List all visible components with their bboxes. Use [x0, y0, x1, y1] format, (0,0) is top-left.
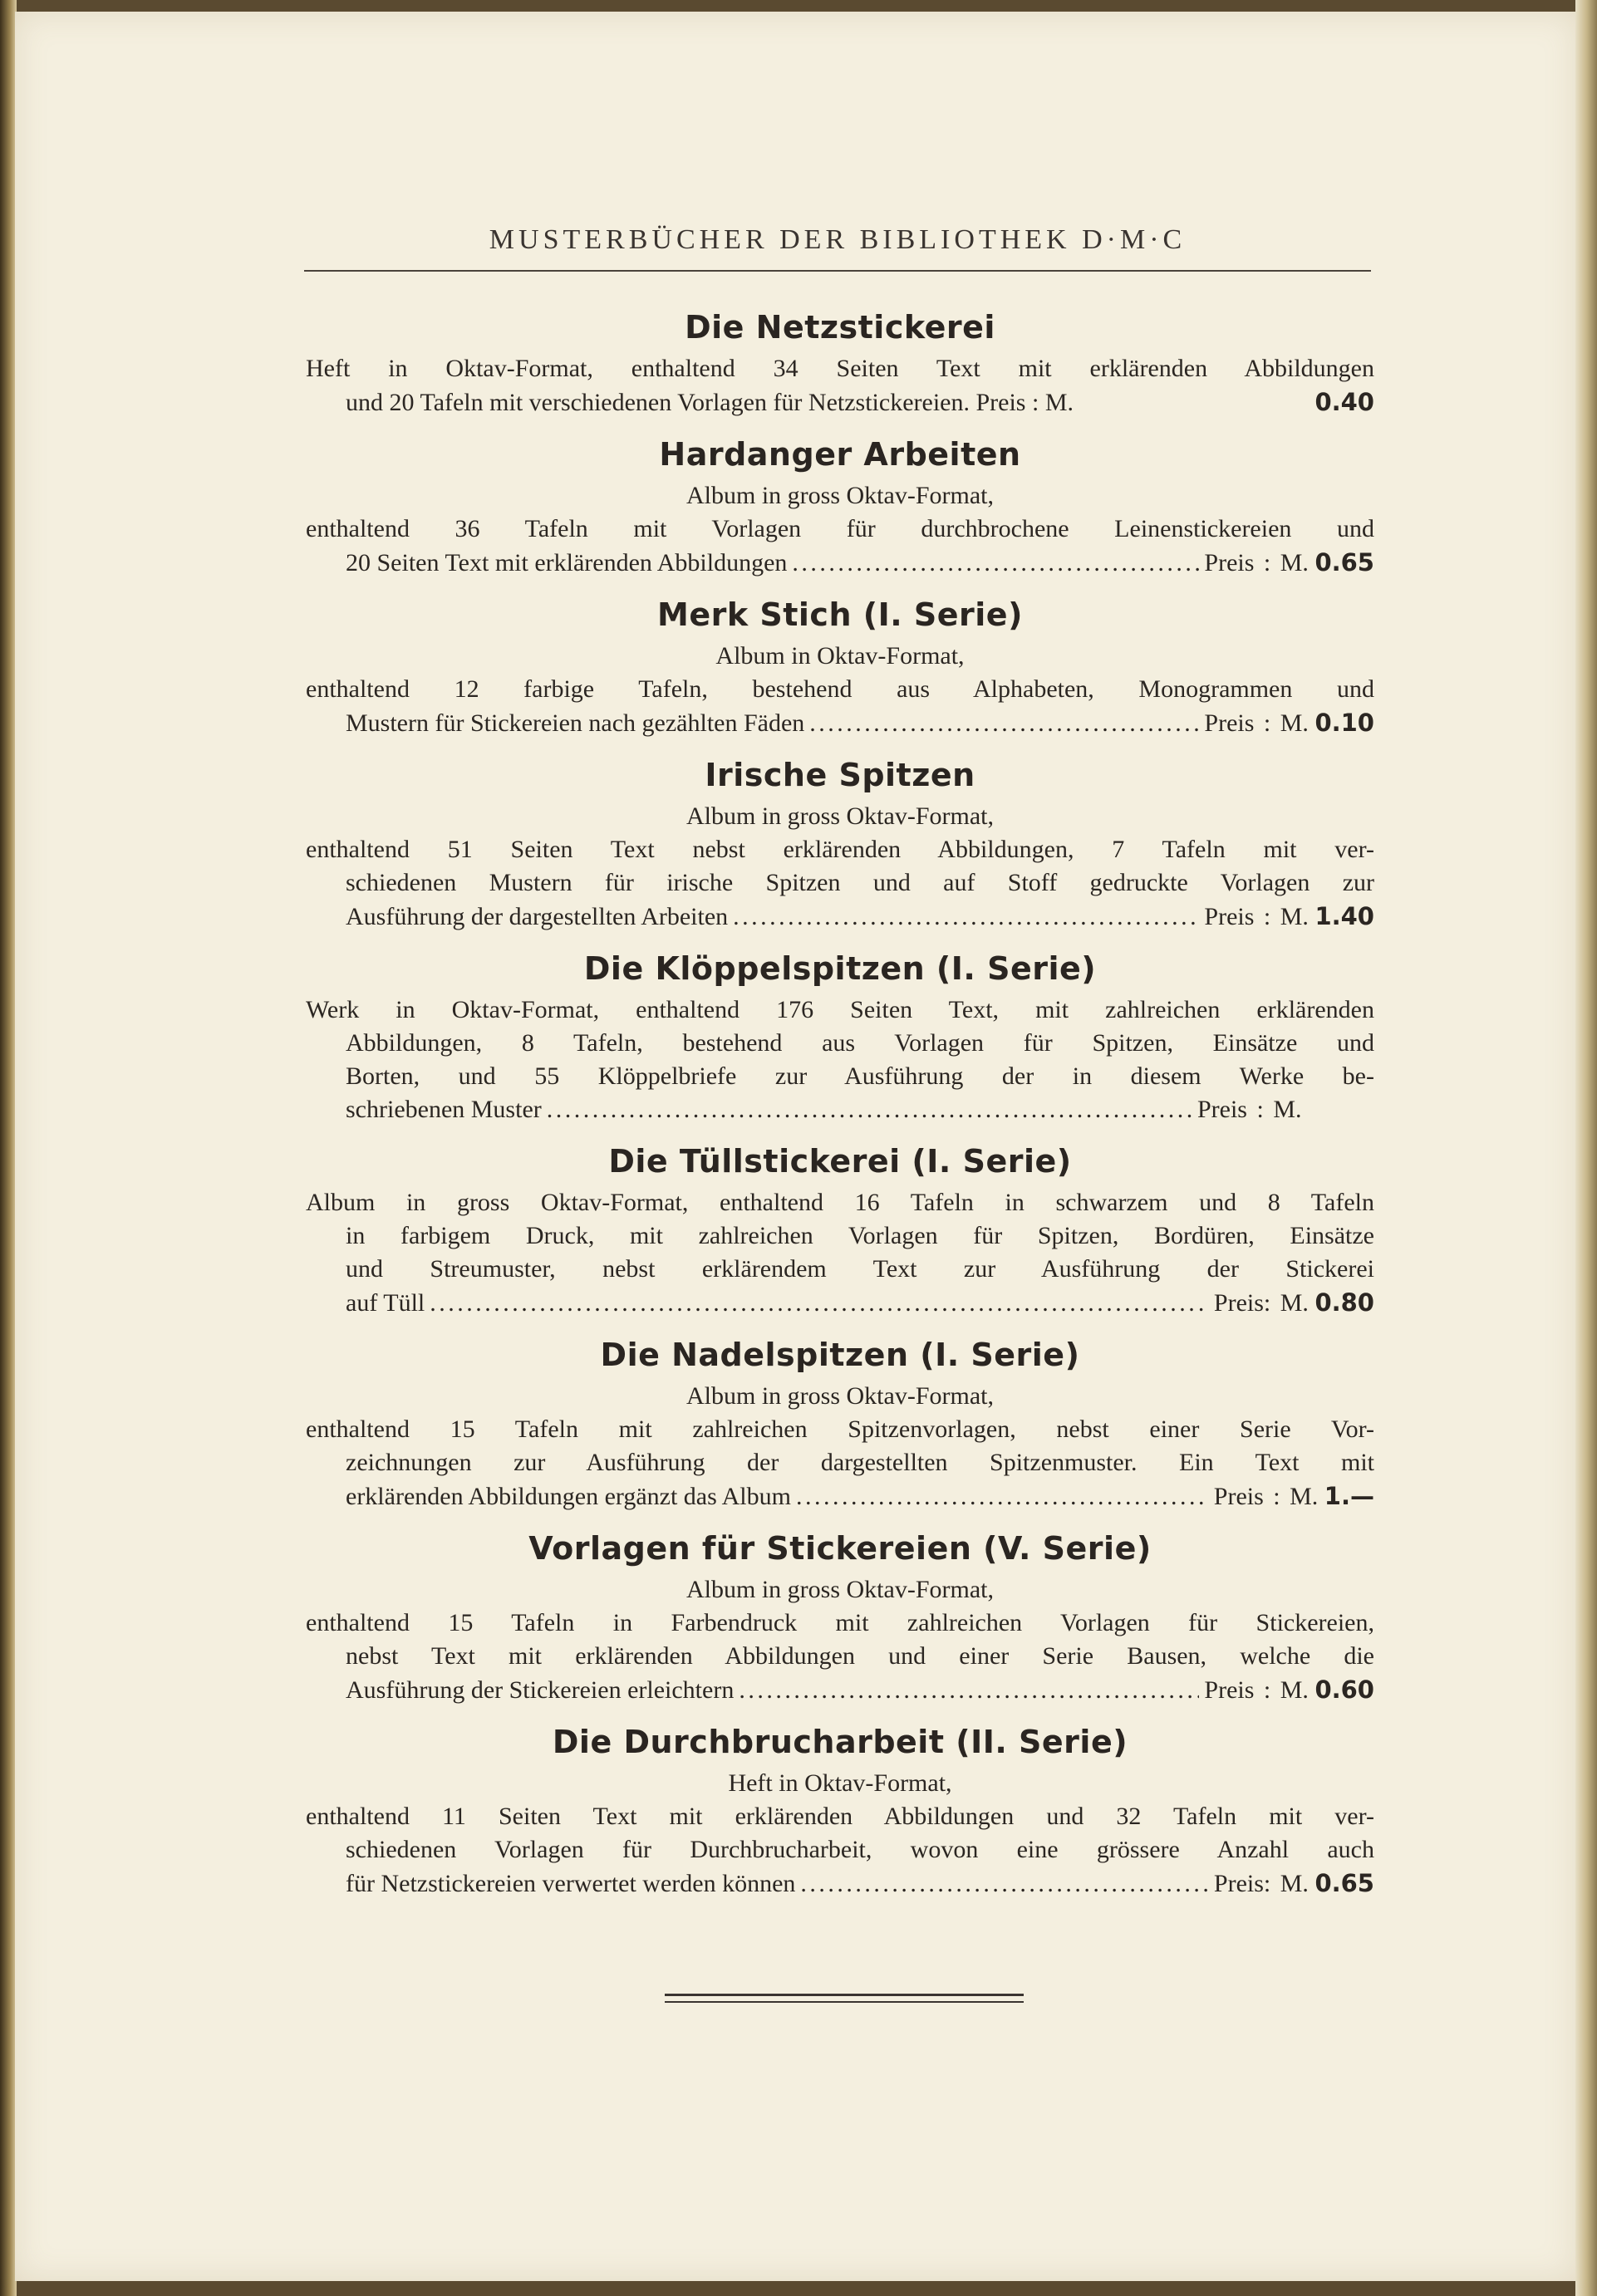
- entry-text-line: Ausführung der Stickereien erleichtern: [346, 1676, 735, 1704]
- entry-title: Die Netzstickerei: [685, 309, 995, 346]
- catalog-entry: [306, 1143, 1374, 1320]
- entry-title: Vorlagen für Stickereien (V. Serie): [528, 1530, 1152, 1567]
- entry-subtitle: Album in gross Oktav-Format,: [686, 802, 994, 830]
- entry-text-line: und 20 Tafeln mit verschiedenen Vorlagen für Netzstickereien. Preis : M.: [346, 389, 1074, 416]
- entry-price: 0.60: [1314, 1675, 1374, 1704]
- entry-text-line: Album in gross Oktav-Format, enthaltend 16 Tafeln in schwarzem und 8 Tafeln: [306, 1189, 1374, 1216]
- entry-title: Die Tüllstickerei (I. Serie): [608, 1143, 1072, 1180]
- running-header: MUSTERBÜCHER DER BIBLIOTHEK D·M·C: [489, 224, 1187, 255]
- entry-price: 1.—: [1324, 1482, 1374, 1510]
- price-label: Preis : M.: [1213, 1483, 1319, 1510]
- catalog-entry: [306, 1337, 1374, 1513]
- entry-text-line: schiedenen Mustern für irische Spitzen und auf Stoff gedruckte Vorlagen zur: [346, 869, 1374, 896]
- leader-dots: [739, 1674, 1199, 1707]
- entry-price-line: [306, 1093, 1374, 1126]
- entry-text-line: Mustern für Stickereien nach gezählten Fäden: [346, 709, 805, 737]
- entry-text-line: 20 Seiten Text mit erklärenden Abbildungen: [346, 549, 788, 576]
- catalog-entry: [306, 436, 1374, 580]
- entry-subtitle: Album in gross Oktav-Format,: [686, 482, 994, 509]
- rule-line: [665, 2001, 1024, 2003]
- entry-price: 0.80: [1314, 1288, 1374, 1317]
- entry-subtitle: Heft in Oktav-Format,: [728, 1769, 952, 1797]
- entry-text-line: auf Tüll: [346, 1289, 425, 1317]
- price-label: Preis : M.: [1197, 1096, 1302, 1123]
- leader-dots: [733, 900, 1199, 934]
- entry-price: 0.65: [1314, 1869, 1374, 1897]
- leader-dots: [809, 707, 1199, 740]
- price-label: Preis : M.: [1204, 1676, 1309, 1704]
- entry-title: Hardanger Arbeiten: [659, 436, 1021, 473]
- entry-price-line: [306, 385, 1374, 419]
- price-label: . Preis: M.: [1197, 1289, 1309, 1317]
- price-label: Preis : M.: [1204, 709, 1309, 737]
- entry-price: 0.65: [1314, 548, 1374, 576]
- entry-text-line: enthaltend 51 Seiten Text nebst erklärenden Abbildungen, 7 Tafeln mit ver-: [306, 836, 1374, 863]
- leader-dots: [800, 1867, 1209, 1901]
- entry-subtitle: Album in gross Oktav-Format,: [686, 1576, 994, 1603]
- entry-text-line: schiedenen Vorlagen für Durchbrucharbeit, wovon eine grössere Anzahl auch: [346, 1836, 1374, 1863]
- catalog-entry: [306, 1724, 1374, 1901]
- entry-price: 1.40: [1314, 902, 1374, 930]
- entry-price-line: [306, 546, 1374, 580]
- leader-dots: [430, 1287, 1193, 1320]
- closing-double-rule: [665, 1994, 1024, 2003]
- entry-text-line: für Netzstickereien verwertet werden können: [346, 1870, 796, 1897]
- entry-price-line: [306, 1479, 1374, 1513]
- catalog-entry: [306, 757, 1374, 934]
- entry-text-line: Heft in Oktav-Format, enthaltend 34 Seiten Text mit erklärenden Abbildungen: [306, 355, 1374, 382]
- entry-title: Die Durchbrucharbeit (II. Serie): [552, 1724, 1128, 1760]
- entry-text-line: erklärenden Abbildungen ergänzt das Album: [346, 1483, 791, 1510]
- price-label: Preis : M.: [1204, 903, 1309, 930]
- leader-dots: [547, 1093, 1192, 1126]
- entry-text-line: nebst Text mit erklärenden Abbildungen und einer Serie Bausen, welche die: [346, 1642, 1374, 1670]
- rule-line: [665, 1994, 1024, 1996]
- entry-subtitle: Album in gross Oktav-Format,: [686, 1382, 994, 1410]
- entry-text-line: Borten, und 55 Klöppelbriefe zur Ausführung der in diesem Werke be-: [346, 1062, 1374, 1090]
- catalog-entry: [306, 596, 1374, 740]
- leader-dots: [796, 1480, 1209, 1513]
- entry-price-line: [306, 900, 1374, 934]
- entry-title: Merk Stich (I. Serie): [657, 596, 1023, 633]
- entry-text-line: in farbigem Druck, mit zahlreichen Vorlagen für Spitzen, Bordüren, Einsätze: [346, 1222, 1374, 1249]
- entry-text-line: Ausführung der dargestellten Arbeiten: [346, 903, 729, 930]
- page-edge: [1575, 0, 1597, 2296]
- leader-dots: [792, 547, 1199, 580]
- entry-title: Die Nadelspitzen (I. Serie): [600, 1337, 1080, 1373]
- entry-text-line: enthaltend 11 Seiten Text mit erklärenden Abbildungen und 32 Tafeln mit ver-: [306, 1803, 1374, 1830]
- entry-price-line: [306, 1867, 1374, 1901]
- entry-text-line: Werk in Oktav-Format, enthaltend 176 Seiten Text, mit zahlreichen erklärenden: [306, 996, 1374, 1023]
- entry-text-line: Abbildungen, 8 Tafeln, bestehend aus Vorlagen für Spitzen, Einsätze und: [346, 1029, 1374, 1057]
- entry-text-line: enthaltend 15 Tafeln in Farbendruck mit zahlreichen Vorlagen für Stickereien,: [306, 1609, 1374, 1636]
- catalog-list: [306, 309, 1374, 1917]
- entry-price-line: [306, 1673, 1374, 1707]
- header-rule: [304, 270, 1371, 272]
- catalog-entry: [306, 309, 1374, 419]
- entry-title: Irische Spitzen: [705, 757, 975, 793]
- book-spine: [0, 0, 17, 2296]
- price-label: Preis : M.: [1204, 549, 1309, 576]
- catalog-entry: [306, 1530, 1374, 1707]
- price-label: Preis: M.: [1213, 1870, 1309, 1897]
- entry-price-line: [306, 706, 1374, 740]
- entry-title: Die Klöppelspitzen (I. Serie): [583, 950, 1097, 987]
- entry-price: 0.10: [1314, 709, 1374, 737]
- entry-text-line: enthaltend 12 farbige Tafeln, bestehend aus Alphabeten, Monogrammen und: [306, 675, 1374, 703]
- entry-text-line: zeichnungen zur Ausführung der dargestellten Spitzenmuster. Ein Text mit: [346, 1449, 1374, 1476]
- entry-price-line: [306, 1286, 1374, 1320]
- entry-text-line: und Streumuster, nebst erklärendem Text zur Ausführung der Stickerei: [346, 1255, 1374, 1283]
- entry-text-line: enthaltend 15 Tafeln mit zahlreichen Spitzenvorlagen, nebst einer Serie Vor-: [306, 1415, 1374, 1443]
- entry-text-line: schriebenen Muster: [346, 1096, 542, 1123]
- entry-subtitle: Album in Oktav-Format,: [715, 642, 965, 670]
- catalog-entry: [306, 950, 1374, 1126]
- entry-price: 0.40: [1314, 388, 1374, 416]
- entry-text-line: enthaltend 36 Tafeln mit Vorlagen für durchbrochene Leinenstickereien und: [306, 515, 1374, 542]
